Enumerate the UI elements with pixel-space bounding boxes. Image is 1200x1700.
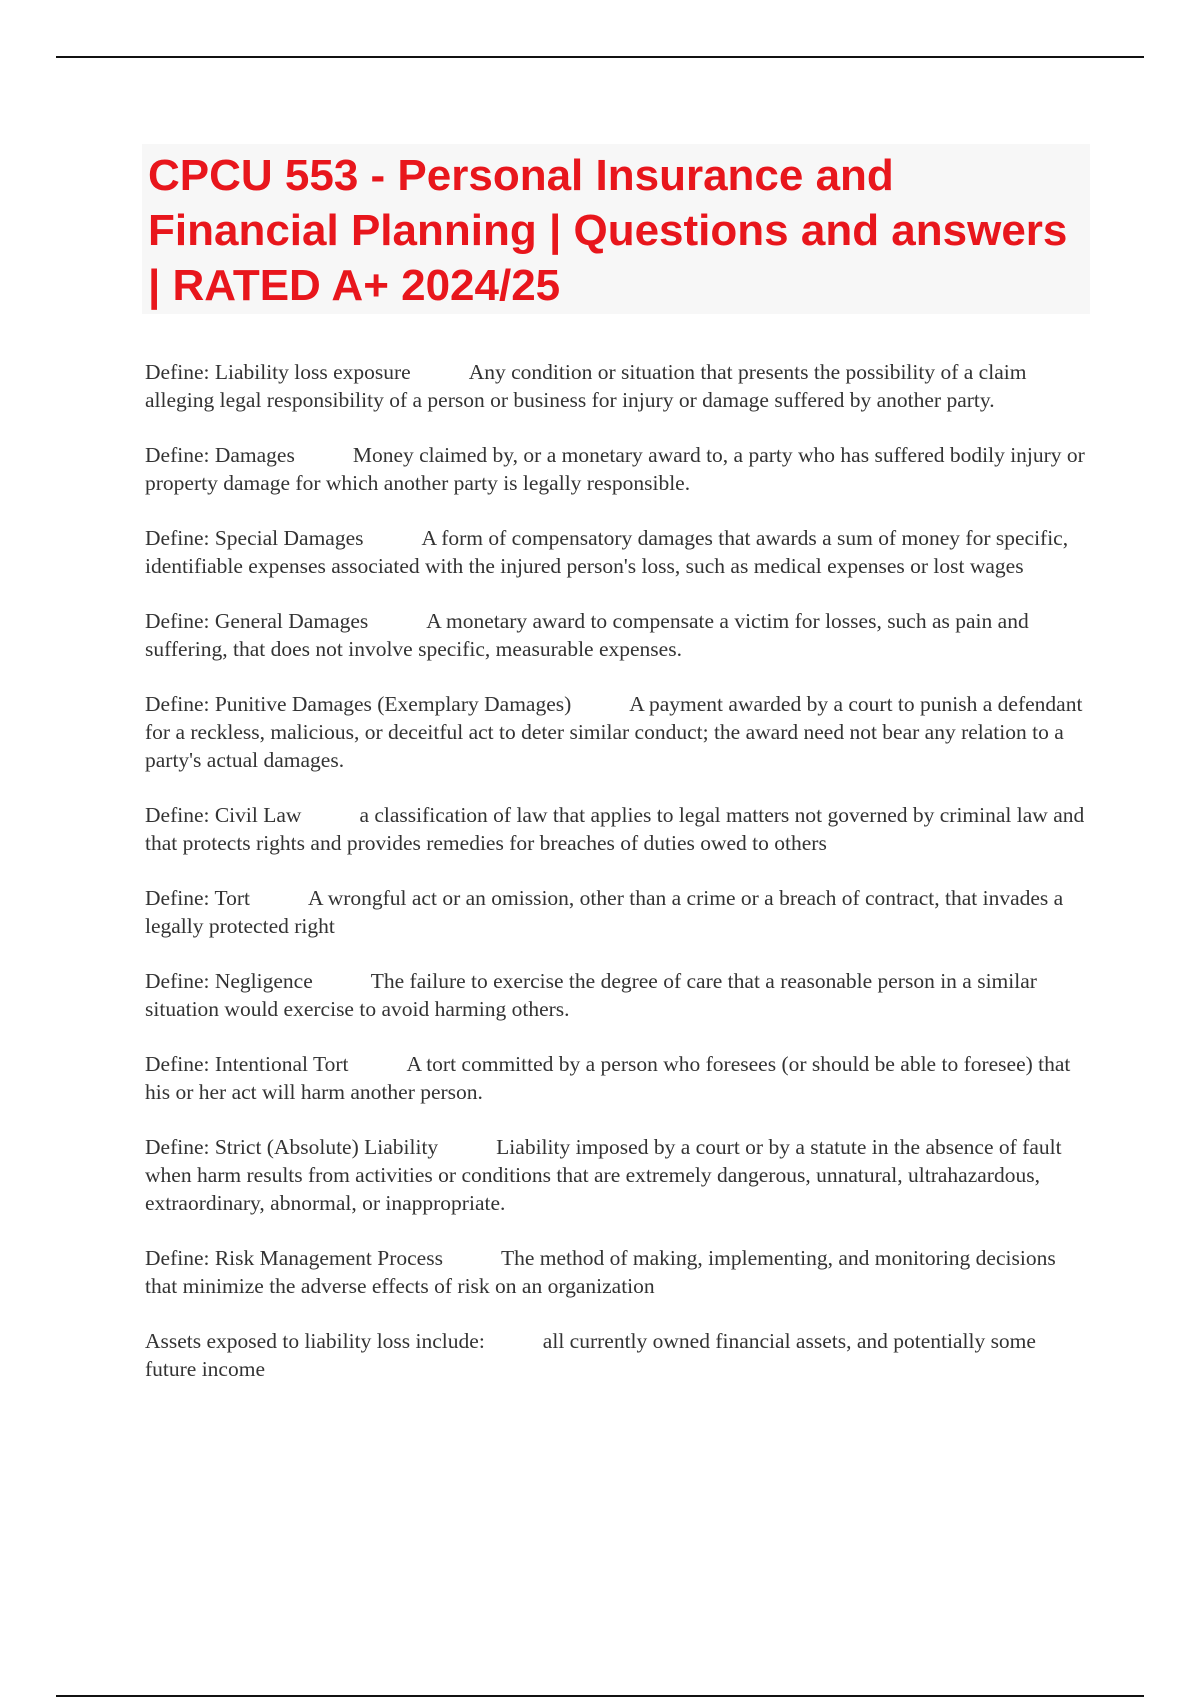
entry-definition: A tort committed by a person who foresees (or should be able to foresee) that his or her act will harm another person. <box>145 1052 1071 1104</box>
qa-entry <box>145 358 1090 414</box>
entry-definition: A monetary award to compensate a victim for losses, such as pain and suffering, that does not involve specific, measurable expenses. <box>145 609 1029 661</box>
entry-definition: A wrongful act or an omission, other than a crime or a breach of contract, that invades a legally protected right <box>145 886 1064 938</box>
entry-definition: Money claimed by, or a monetary award to, a party who has suffered bodily injury or property damage for which another party is legally responsible. <box>145 443 1085 495</box>
entry-term: Define: Damages <box>145 443 295 467</box>
qa-entry <box>145 690 1090 774</box>
entry-term: Define: Special Damages <box>145 526 364 550</box>
qa-entry <box>145 441 1090 497</box>
entry-term: Define: Punitive Damages (Exemplary Damages) <box>145 692 572 716</box>
top-rule <box>56 56 1144 58</box>
qa-entry <box>145 1327 1090 1383</box>
entry-definition: Any condition or situation that presents the possibility of a claim alleging legal responsibility of a person or business for injury or damage suffered by another party. <box>145 360 1027 412</box>
qa-entry <box>145 967 1090 1023</box>
entry-term: Assets exposed to liability loss include: <box>145 1329 485 1353</box>
bottom-rule <box>56 1695 1144 1697</box>
entry-definition: The method of making, implementing, and monitoring decisions that minimize the adverse effects of risk on an organization <box>145 1246 1056 1298</box>
entry-definition: A payment awarded by a court to punish a defendant for a reckless, malicious, or deceitful act to deter similar conduct; the award need not bear any relation to a party's actual damages. <box>145 692 1083 772</box>
qa-entry <box>145 1050 1090 1106</box>
entry-term: Define: Risk Management Process <box>145 1246 443 1270</box>
qa-entry <box>145 524 1090 580</box>
document-title: CPCU 553 - Personal Insurance and Financial Planning | Questions and answers | RATED A+ 2024/25 <box>148 151 1068 310</box>
entry-definition: Liability imposed by a court or by a statute in the absence of fault when harm results from activities or conditions that are extremely dangerous, unnatural, ultrahazardous, extraordinary, abnormal, or inappropriate. <box>145 1135 1062 1215</box>
qa-entry <box>145 884 1090 940</box>
qa-list <box>145 358 1090 1410</box>
qa-entry <box>145 1244 1090 1300</box>
qa-entry <box>145 801 1090 857</box>
entry-definition: a classification of law that applies to legal matters not governed by criminal law and that protects rights and provides remedies for breaches of duties owed to others <box>145 803 1085 855</box>
entry-definition: A form of compensatory damages that awards a sum of money for specific, identifiable expenses associated with the injured person's loss, such as medical expenses or lost wages <box>145 526 1069 578</box>
qa-entry <box>145 607 1090 663</box>
entry-term: Define: Strict (Absolute) Liability <box>145 1135 439 1159</box>
entry-term: Define: Liability loss exposure <box>145 360 411 384</box>
entry-term: Define: Intentional Tort <box>145 1052 349 1076</box>
entry-term: Define: General Damages <box>145 609 369 633</box>
entry-term: Define: Negligence <box>145 969 313 993</box>
title-block <box>142 144 1090 314</box>
qa-entry <box>145 1133 1090 1217</box>
entry-term: Define: Civil Law <box>145 803 302 827</box>
entry-definition: all currently owned financial assets, and potentially some future income <box>145 1329 1036 1381</box>
entry-definition: The failure to exercise the degree of care that a reasonable person in a similar situation would exercise to avoid harming others. <box>145 969 1037 1021</box>
entry-term: Define: Tort <box>145 886 250 910</box>
